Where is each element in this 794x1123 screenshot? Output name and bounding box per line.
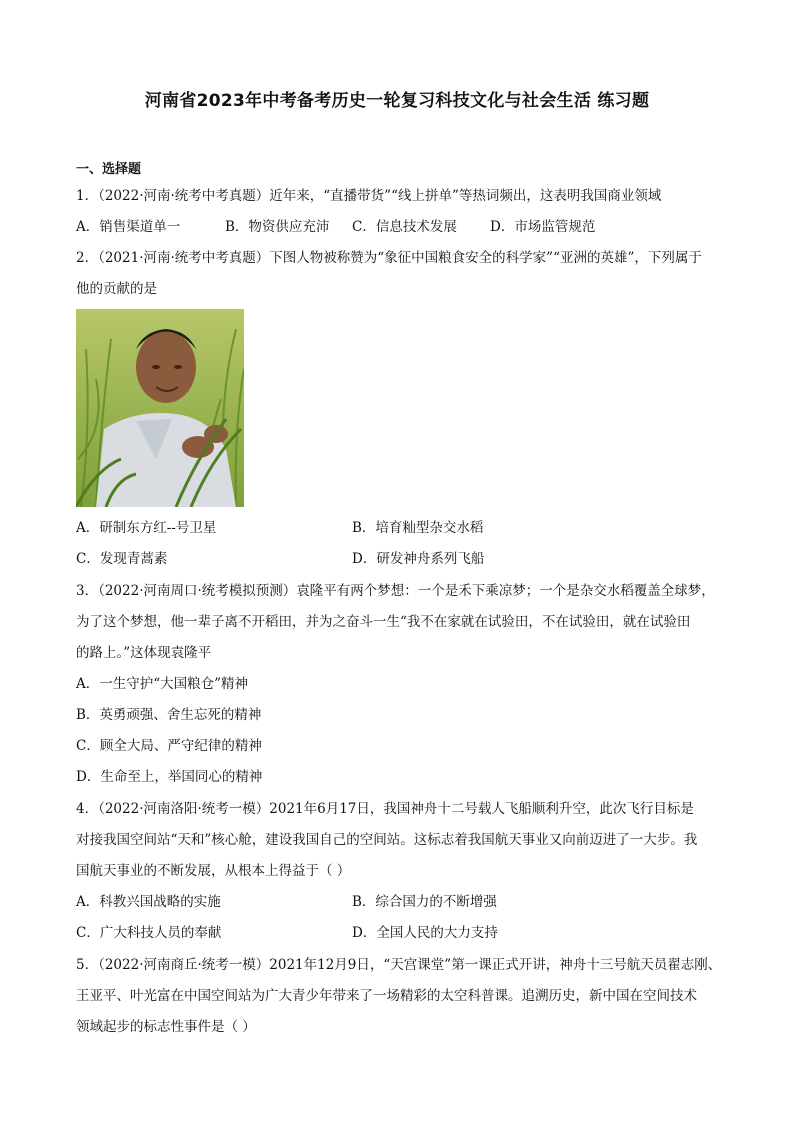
question-4-stem-line1: 4．（2022·河南洛阳·统考一模）2021年6月17日，我国神舟十二号载人飞船顺利升空，此次飞行目标是 [76, 801, 694, 817]
q4-option-b: B．综合国力的不断增强 [352, 894, 497, 910]
q3-option-b: B．英勇顽强、舍生忘死的精神 [76, 707, 262, 723]
q1-option-a: A．销售渠道单一 [76, 219, 181, 235]
q1-option-c: C．信息技术发展 [352, 219, 457, 235]
q4-option-d: D．全国人民的大力支持 [352, 925, 498, 941]
question-3-stem-line2: 为了这个梦想，他一辈子离不开稻田，并为之奋斗一生“我不在家就在试验田，不在试验田，就在试验田 [76, 614, 691, 630]
question-3-stem-line1: 3．（2022·河南周口·统考模拟预测）袁隆平有两个梦想：一个是禾下乘凉梦；一个是杂交水稻覆盖全球梦， [76, 583, 715, 599]
q3-option-c: C．顾全大局、严守纪律的精神 [76, 738, 262, 754]
q2-option-a: A．研制东方红--号卫星 [76, 520, 217, 536]
q2-option-d: D．研发神舟系列飞船 [352, 551, 485, 567]
question-5-stem-line2: 王亚平、叶光富在中国空间站为广大青少年带来了一场精彩的太空科普课。追溯历史，新中国在空间技术 [76, 988, 697, 1004]
photo-farmer-rice-field-icon [76, 309, 244, 507]
question-5-stem-line1: 5．（2022·河南商丘·统考一模）2021年12月9日，“天宫课堂”第一课正式开讲，神舟十三号航天员翟志刚、 [76, 957, 722, 973]
question-2-stem-line1: 2．（2021·河南·统考中考真题）下图人物被称赞为“象征中国粮食安全的科学家”“亚洲的英雄”，下列属于 [76, 250, 702, 266]
q2-option-c: C．发现青蒿素 [76, 551, 168, 567]
farmer-photo [76, 309, 244, 507]
question-1-options [76, 217, 180, 237]
q1-option-b: B．物资供应充沛 [225, 219, 330, 235]
question-3-stem-line3: 的路上。”这体现袁隆平 [76, 645, 212, 661]
q3-option-d: D．生命至上，举国同心的精神 [76, 769, 263, 785]
question-4-stem-line3: 国航天事业的不断发展，从根本上得益于（ ） [76, 863, 351, 879]
section-heading: 一、选择题 [76, 162, 142, 177]
page-title: 河南省2023年中考备考历史一轮复习科技文化与社会生活 练习题 [144, 91, 650, 111]
q2-option-b: B．培育籼型杂交水稻 [352, 520, 484, 536]
question-1-stem: 1．（2022·河南·统考中考真题）近年来，“直播带货”“线上拼单”等热词频出，这表明我国商业领域 [76, 188, 662, 204]
q3-option-a: A．一生守护“大国粮仓”精神 [76, 676, 249, 692]
question-2-stem-line2: 他的贡献的是 [76, 281, 157, 297]
question-4-stem-line2: 对接我国空间站“天和”核心舱，建设我国自己的空间站。这标志着我国航天事业又向前迈进了一大步。我 [76, 832, 698, 848]
q4-option-c: C．广大科技人员的奉献 [76, 925, 222, 941]
q1-option-d: D．市场监管规范 [490, 219, 596, 235]
question-5-stem-line3: 领域起步的标志性事件是（ ） [76, 1019, 256, 1035]
q4-option-a: A．科教兴国战略的实施 [76, 894, 221, 910]
